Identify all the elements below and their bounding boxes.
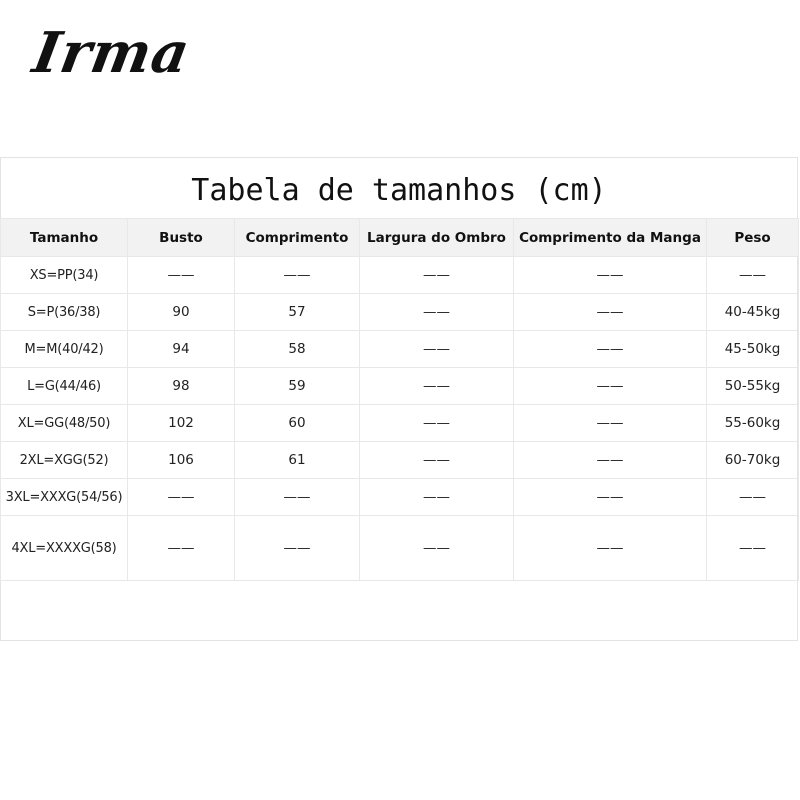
table-cell: 94 [128, 331, 235, 368]
table-cell: —— [514, 331, 707, 368]
header-cell-length: Comprimento [235, 219, 360, 257]
header-cell-shoulder: Largura do Ombro [360, 219, 514, 257]
header-cell-size: Tamanho [1, 219, 128, 257]
table-cell: —— [235, 479, 360, 516]
table-row [1, 294, 799, 331]
table-cell: —— [707, 516, 799, 581]
table-cell: 2XL=XGG(52) [1, 442, 128, 479]
table-cell: 60-70kg [707, 442, 799, 479]
table-cell: —— [128, 257, 235, 294]
table-cell: 50-55kg [707, 368, 799, 405]
table-cell: —— [514, 442, 707, 479]
table-cell: —— [360, 442, 514, 479]
table-cell: S=P(36/38) [1, 294, 128, 331]
table-cell: —— [128, 516, 235, 581]
table-cell: 45-50kg [707, 331, 799, 368]
table-cell: —— [707, 479, 799, 516]
brand-logo: Irma [28, 20, 196, 86]
table-cell: 3XL=XXXG(54/56) [1, 479, 128, 516]
table-cell: —— [360, 368, 514, 405]
table-cell: 4XL=XXXXG(58) [1, 516, 128, 581]
table-cell: XS=PP(34) [1, 257, 128, 294]
table-row [1, 479, 799, 516]
table-cell: XL=GG(48/50) [1, 405, 128, 442]
size-table [0, 218, 799, 581]
table-cell: M=M(40/42) [1, 331, 128, 368]
table-cell: —— [360, 257, 514, 294]
header-cell-bust: Busto [128, 219, 235, 257]
table-cell: 40-45kg [707, 294, 799, 331]
table-cell: 106 [128, 442, 235, 479]
table-cell: —— [707, 257, 799, 294]
size-chart [0, 157, 798, 641]
table-cell: —— [514, 257, 707, 294]
table-cell: —— [514, 516, 707, 581]
table-cell: 98 [128, 368, 235, 405]
table-cell: —— [360, 516, 514, 581]
table-cell: 58 [235, 331, 360, 368]
header-row [1, 219, 799, 257]
table-cell: —— [360, 331, 514, 368]
table-cell: 55-60kg [707, 405, 799, 442]
table-cell: 60 [235, 405, 360, 442]
table-cell: —— [235, 516, 360, 581]
table-cell: 102 [128, 405, 235, 442]
table-cell: —— [514, 368, 707, 405]
table-row [1, 331, 799, 368]
table-row [1, 368, 799, 405]
table-row [1, 442, 799, 479]
table-row [1, 516, 799, 581]
table-row [1, 257, 799, 294]
size-chart-title: Tabela de tamanhos (cm) [191, 173, 607, 208]
table-cell: —— [360, 294, 514, 331]
header-cell-weight: Peso [707, 219, 799, 257]
table-cell: L=G(44/46) [1, 368, 128, 405]
table-cell: 61 [235, 442, 360, 479]
table-cell: 59 [235, 368, 360, 405]
table-cell: —— [128, 479, 235, 516]
table-row [1, 405, 799, 442]
table-cell: —— [514, 405, 707, 442]
header-cell-sleeve: Comprimento da Manga [514, 219, 707, 257]
table-cell: —— [360, 405, 514, 442]
table-cell: 57 [235, 294, 360, 331]
table-cell: —— [235, 257, 360, 294]
table-cell: —— [360, 479, 514, 516]
table-cell: —— [514, 294, 707, 331]
table-cell: 90 [128, 294, 235, 331]
table-cell: —— [514, 479, 707, 516]
